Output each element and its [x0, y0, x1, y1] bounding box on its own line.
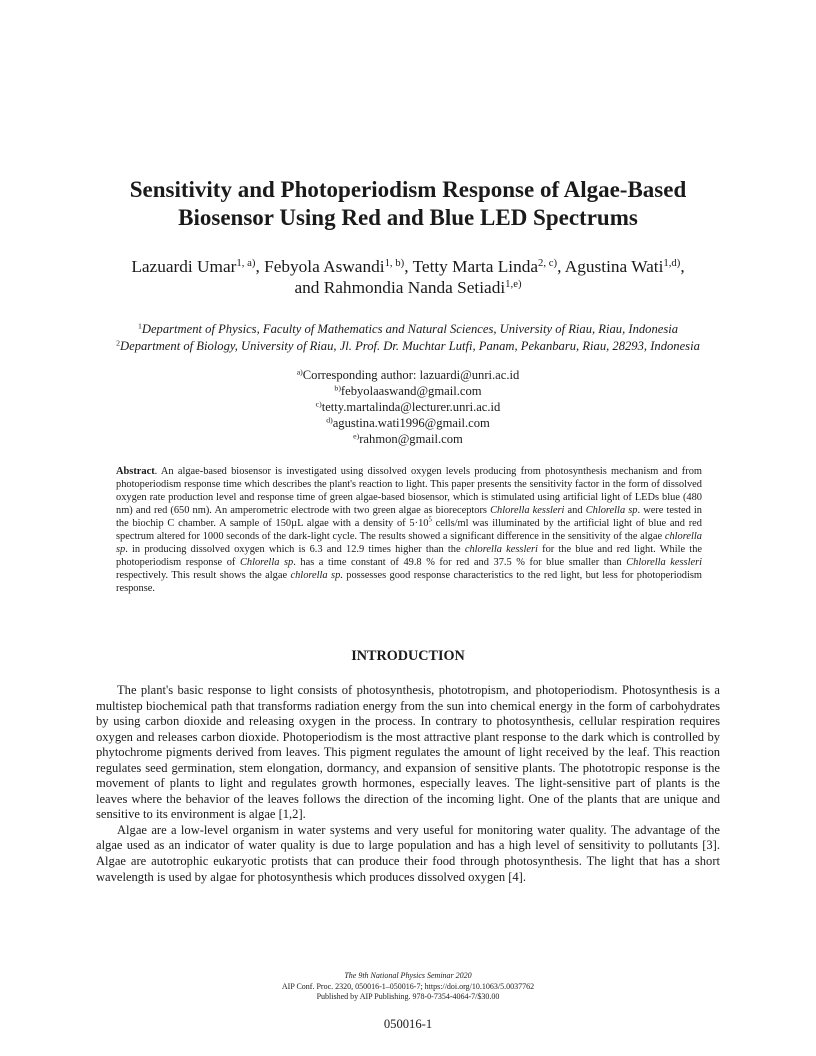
abstract-label: Abstract [116, 466, 155, 477]
paragraph: The plant's basic response to light consists of photosynthesis, phototropism, and photoperiodism. Photosynthesis is a multistep biochemical path that transforms radiation energy from the sun into chemical energy in the form of carbohydrates by using carbon dioxide and releasing oxygen in the process. In contrary to photosynthesis, cellular respiration requires oxygen and releases carbon dioxide. Photoperiodism is the most attractive plant response to the dark which is controlled by phytochrome pigments derived from leaves. This pigment regulates the amount of light received by the leaf. This reaction regulates seed germination, stem elongation, dormancy, and expansion of sensitive plants. The phototropic response is the movement of plants to light and regulates growth hormones, especially leaves. The light-sensitive part of plants is the leaves where the behavior of the leaves follows the direction of the incoming light. One of the plants that are unique and sensitive to its environment is algae [1,2]. [96, 683, 720, 822]
author-list [60, 256, 756, 298]
author: Febyola Aswandi$^{1, b)}$, [264, 257, 413, 276]
page-number: 050016-1 [383, 1017, 433, 1031]
author: Agustina Wati$^{1,d)}$, [564, 257, 685, 276]
author: Tetty Marta Linda$^{2, c)}$, [412, 257, 565, 276]
email-line: $^{c)}$tetty.martalinda@lecturer.unri.ac.id [315, 399, 501, 414]
affiliation: $^1$Department of Physics, Faculty of Mathematics and Natural Sciences, University of Riau, Riau, Indonesia [137, 321, 679, 336]
affiliations [40, 321, 776, 354]
page-footer [160, 971, 656, 1003]
author: Lazuardi Umar$^{1, a)}$, [131, 257, 265, 276]
affiliation: $^2$Department of Biology, University of Riau, Jl. Prof. Dr. Muchtar Lutfi, Panam, Pekanbaru, Riau, 28293, Indonesia [116, 338, 700, 353]
email-line: $^{e)}$rahmon@gmail.com [353, 431, 463, 446]
email-line: $^{b)}$febyolaaswand@gmail.com [334, 383, 482, 398]
title-line-2: Biosensor Using Red and Blue LED Spectrums [178, 205, 638, 230]
conference-name: The 9th National Physics Seminar 2020 [344, 971, 472, 980]
author: and Rahmondia Nanda Setiadi$^{1,e)}$ [294, 278, 522, 297]
paragraph: Algae are a low-level organism in water systems and very useful for monitoring water quality. The advantage of the algae used as an indicator of water quality is due to large population and has a high level of sensitivity to pollutants [3]. Algae are autotrophic eukaryotic protists that can produce their food through photosynthesis. The light that has a short wavelength is used by algae for photosynthesis which produces dissolved oxygen [4]. [96, 822, 720, 884]
title-line-1: Sensitivity and Photoperiodism Response of Algae-Based [129, 177, 687, 202]
introduction-body [96, 683, 720, 885]
section-heading-introduction: INTRODUCTION [351, 648, 465, 664]
email-line: $^{d)}$agustina.wati1996@gmail.com [326, 415, 490, 430]
paper-title [60, 176, 756, 232]
email-line: $^{a)}$Corresponding author: lazuardi@unri.ac.id [296, 367, 520, 382]
abstract: Abstract. An algae-based biosensor is investigated using dissolved oxygen levels producing from photosynthesis mechanism and from photoperiodism response time which describes the plant's reaction to light. This paper presents the sensitivity factor in the form of dissolved oxygen rate production level and response time of green algae-based biosensor, which is stimulated using artificial light of LEDs blue (480 nm) and red (650 nm). An amperometric electrode with two green algae as bioreceptors Chlorella kessleri and Chlorella sp. were tested in the biochip C chamber. A sample of 150µL algae with a density of $5\cdot 10^5$ cells/ml was illuminated by the artificial light of blue and red spectrum altered for 1000 seconds of the dark-light cycle. The results showed a significant difference in the sensitivity of the algae chlorella sp. in producing dissolved oxygen which is 6.3 and 12.9 times higher than the chlorella kessleri for the blue and red light. While the photoperiodism response of Chlorella sp. has a time constant of 49.8 % for red and 37.5 % for blue smaller than Chlorella kessleri respectively. This result shows the algae chlorella sp. possesses good response characteristics to the red light, but less for photoperiodism response. [116, 466, 703, 594]
author-emails [160, 367, 656, 447]
citation: AIP Conf. Proc. 2320, 050016-1–050016-7; https://doi.org/10.1063/5.0037762 [281, 981, 535, 991]
publisher-line: Published by AIP Publishing. 978-0-7354-4064-7/$30.00 [316, 992, 500, 1001]
